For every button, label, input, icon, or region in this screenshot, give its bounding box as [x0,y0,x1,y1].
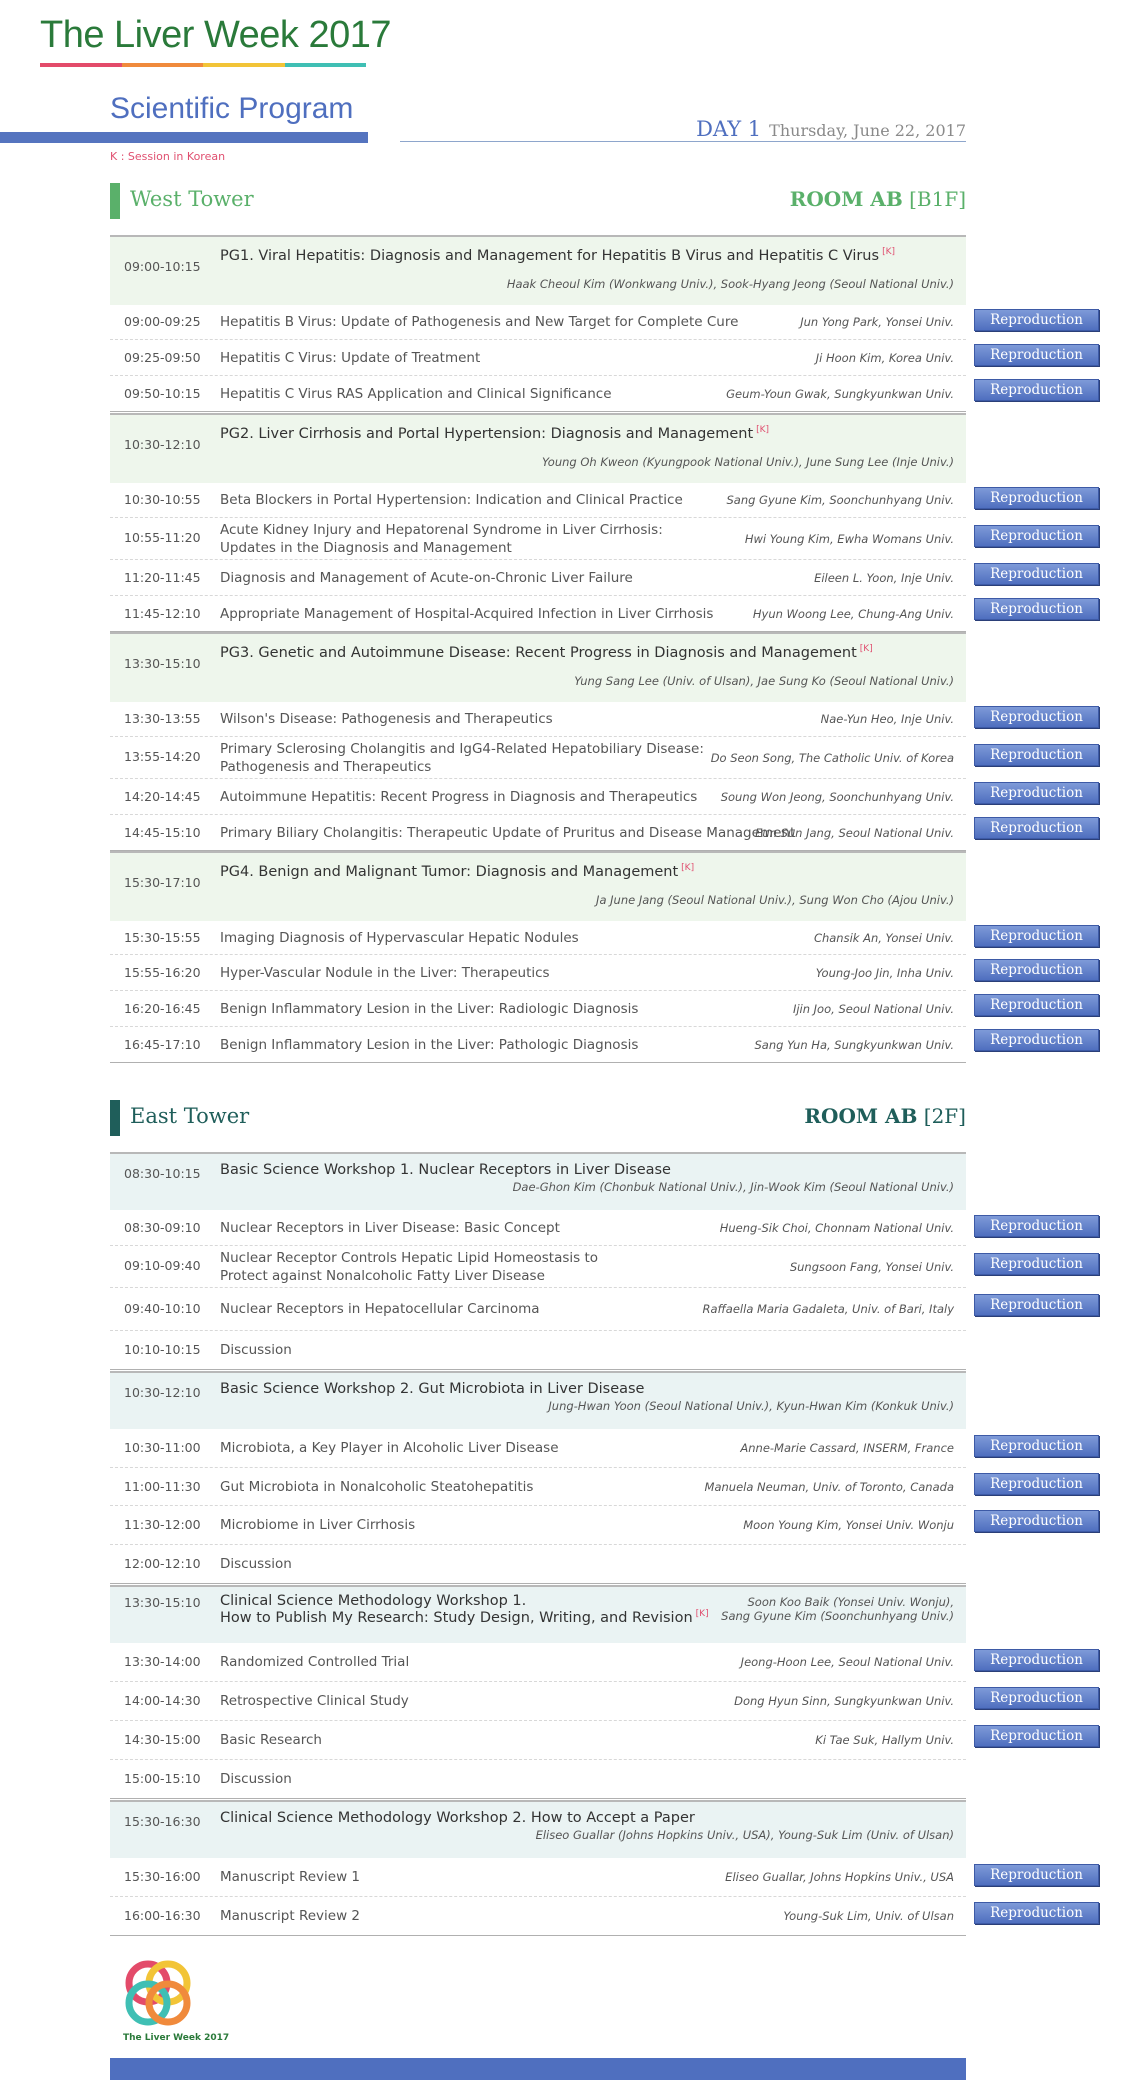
session-time: 10:30-12:10 [124,437,201,452]
reproduction-button[interactable]: Reproduction [974,1902,1099,1924]
talk-time: 09:10-09:40 [124,1258,201,1273]
korean-session-mark: [K] [756,425,770,435]
talk-title-text: Acute Kidney Injury and Hepatorenal Syndrome in Liver Cirrhosis: [220,522,663,538]
korean-session-mark: [K] [695,1609,709,1619]
session-title [220,863,694,880]
talk-title [220,964,550,982]
reproduction-button[interactable]: Reproduction [974,309,1099,331]
talk-row [110,1545,966,1584]
program-title: Scientific Program [110,92,354,125]
talk-title [220,605,713,623]
east-floor: [2F] [923,1104,966,1128]
session-chairs-text: Jung-Hwan Yoon (Seoul National Univ.), Kyun-Hwan Kim (Konkuk Univ.) [548,1399,954,1413]
session-chairs-line2: Sang Gyune Kim (Soonchunhyang Univ.) [721,1609,954,1623]
talk-time: 15:30-16:00 [124,1869,201,1884]
east-session [110,1800,966,1936]
talk-time: 12:00-12:10 [124,1556,201,1571]
talk-title [220,349,480,367]
session-title-text: Clinical Science Methodology Workshop 2. How to Accept a Paper [220,1810,695,1826]
talk-row [110,1210,966,1246]
reproduction-button[interactable]: Reproduction [974,994,1099,1016]
program-title-underline [0,132,368,143]
session-chairs-text: Yung Sang Lee (Univ. of Ulsan), Jae Sung Ko (Seoul National Univ.) [574,674,954,688]
talk-time: 14:00-14:30 [124,1693,201,1708]
talk-row [110,1682,966,1721]
talk-title-text: Appropriate Management of Hospital-Acquired Infection in Liver Cirrhosis [220,605,714,622]
talk-time: 15:30-15:55 [124,929,201,945]
east-tower-marker [110,1100,120,1136]
talk-title [220,929,579,947]
talk-time: 13:30-13:55 [124,711,201,726]
reproduction-button[interactable]: Reproduction [974,1253,1099,1275]
session-chairs-text: Haak Cheoul Kim (Wonkwang Univ.), Sook-Hyang Jeong (Seoul National Univ.) [506,277,954,291]
reproduction-button[interactable]: Reproduction [974,706,1099,728]
reproduction-button[interactable]: Reproduction [974,563,1099,585]
talk-title-text: Nuclear Receptors in Liver Disease: Basic Concept [220,1219,560,1236]
east-session [110,1152,966,1370]
talk-row [110,1643,966,1682]
talk-speaker: Moon Young Kim, Yonsei Univ. Wonju [743,1518,954,1532]
talk-row [110,1858,966,1897]
session-chairs-text: Dae-Ghon Kim (Chonbuk National Univ.), Jin-Wook Kim (Seoul National Univ.) [512,1180,954,1194]
talk-title [220,313,738,331]
talk-title-text: Retrospective Clinical Study [220,1693,409,1709]
talk-row [110,1721,966,1760]
session-chairs [574,674,954,688]
talk-title-text: Hepatitis C Virus RAS Application and Clinical Significance [220,385,612,402]
session-title-text: PG4. Benign and Malignant Tumor: Diagnosis and Management [220,863,679,880]
east-tower-name: East Tower [130,1104,250,1128]
talk-row [110,596,966,632]
session-header [110,632,966,702]
reproduction-button[interactable]: Reproduction [974,1649,1099,1671]
talk-row [110,737,966,779]
talk-time: 16:45-17:10 [124,1036,201,1052]
talk-title-text: Beta Blockers in Portal Hypertension: Indication and Clinical Practice [220,492,683,508]
session-chairs [542,455,954,469]
korean-session-mark: [K] [859,644,873,654]
talk-row [110,340,966,376]
session-header [110,235,966,305]
talk-row [110,518,966,560]
west-session [110,235,966,412]
session-header [110,1152,966,1210]
talk-speaker: Jun Yong Park, Yonsei Univ. [800,315,954,329]
liver-week-logo-icon [120,1955,196,2031]
talk-speaker: Ki Tae Suk, Hallym Univ. [815,1733,954,1747]
talk-title [220,1219,560,1237]
talk-row [110,1288,966,1331]
east-tower-header [110,1100,966,1136]
talk-time: 16:20-16:45 [124,1000,201,1016]
session-title [220,1162,671,1178]
talk-row [110,779,966,815]
reproduction-button[interactable]: Reproduction [974,1294,1099,1316]
west-room-label [790,187,966,211]
west-session [110,413,966,632]
west-session [110,851,966,1063]
talk-time: 09:25-09:50 [124,349,201,365]
talk-row [110,1506,966,1545]
session-chairs [536,1828,954,1842]
talk-speaker: Dong Hyun Sinn, Sungkyunkwan Univ. [734,1694,954,1708]
reproduction-button[interactable]: Reproduction [974,959,1099,981]
reproduction-button[interactable]: Reproduction [974,525,1099,547]
talk-title-line2: Protect against Nonalcoholic Fatty Liver Disease [220,1268,545,1284]
logo-caption: The Liver Week 2017 [123,2033,230,2043]
talk-title [220,1300,540,1318]
talk-time: 10:30-10:55 [124,492,201,507]
session-title [220,1593,709,1626]
talk-title-line2: Pathogenesis and Therapeutics [220,759,432,775]
talk-title-text: Manuscript Review 1 [220,1869,360,1885]
talk-time: 14:30-15:00 [124,1732,201,1747]
session-time: 15:30-17:10 [124,875,201,890]
talk-title-text: Imaging Diagnosis of Hypervascular Hepatic Nodules [220,929,579,946]
talk-title [220,1249,598,1285]
session-title-line2: How to Publish My Research: Study Design, Writing, and Revision [220,1609,693,1626]
talk-title-text: Basic Research [220,1732,322,1748]
talk-title [220,1036,638,1054]
talk-title-text: Hepatitis B Virus: Update of Pathogenesis and New Target for Complete Cure [220,314,739,330]
day-divider [400,141,966,142]
session-title-text: Basic Science Workshop 2. Gut Microbiota in Liver Disease [220,1381,645,1397]
session-chairs [721,1595,954,1623]
talk-title-text: Gut Microbiota in Nonalcoholic Steatohepatitis [220,1478,534,1495]
west-tower-header [110,183,966,219]
session-chairs [507,277,954,291]
talk-speaker: Do Seon Song, The Catholic Univ. of Korea [710,750,954,765]
talk-row [110,1468,966,1506]
event-title: The Liver Week 2017 [40,14,391,56]
east-session [110,1585,966,1799]
talk-speaker: Sang Gyune Kim, Soonchunhyang Univ. [726,493,954,507]
talk-speaker: Nae-Yun Heo, Inje Univ. [820,712,954,726]
session-title-text: Basic Science Workshop 1. Nuclear Receptors in Liver Disease [220,1162,671,1178]
session-time: 13:30-15:10 [124,1595,201,1610]
talk-row [110,1027,966,1063]
talk-row [110,483,966,518]
talk-speaker: Ji Hoon Kim, Korea Univ. [815,350,954,365]
talk-title-text: Wilson's Disease: Pathogenesis and Therapeutics [220,711,553,727]
reproduction-button[interactable]: Reproduction [974,1725,1099,1747]
talk-row [110,1331,966,1370]
talk-time: 13:30-14:00 [124,1654,201,1669]
session-time: 08:30-10:15 [124,1166,201,1181]
footer-bar [110,2058,966,2080]
reproduction-button[interactable]: Reproduction [974,1510,1099,1532]
talk-title [220,569,633,587]
talk-speaker: Ijin Joo, Seoul National Univ. [792,1001,954,1016]
talk-speaker: Sang Yun Ha, Sungkyunkwan Univ. [754,1037,954,1052]
reproduction-button[interactable]: Reproduction [974,1687,1099,1709]
talk-row [110,305,966,340]
talk-speaker: Eileen L. Yoon, Inje Univ. [814,570,954,585]
east-room-label [804,1104,966,1128]
talk-row [110,376,966,412]
reproduction-button[interactable]: Reproduction [974,817,1099,839]
talk-title-text: Discussion [220,1771,292,1787]
talk-title-text: Discussion [220,1342,292,1358]
talk-title-text: Discussion [220,1556,292,1572]
talk-title-text: Autoimmune Hepatitis: Recent Progress in Diagnosis and Therapeutics [220,788,698,805]
session-time: 10:30-12:10 [124,1385,201,1400]
talk-title [220,1516,415,1534]
talk-title [220,1653,409,1671]
talk-title-text: Diagnosis and Management of Acute-on-Chronic Liver Failure [220,569,633,586]
session-chairs-text: Ja June Jang (Seoul National Univ.), Sung Won Cho (Ajou Univ.) [596,893,954,907]
reproduction-button[interactable]: Reproduction [974,379,1099,401]
talk-time: 09:00-09:25 [124,314,201,329]
reproduction-button[interactable]: Reproduction [974,744,1099,766]
talk-speaker: Anne-Marie Cassard, INSERM, France [740,1441,954,1455]
session-header [110,1371,966,1429]
reproduction-button[interactable]: Reproduction [974,1435,1099,1457]
talk-row [110,815,966,851]
talk-time: 09:50-10:15 [124,385,201,401]
reproduction-button[interactable]: Reproduction [974,598,1099,620]
reproduction-button[interactable]: Reproduction [974,344,1099,366]
talk-row [110,1897,966,1936]
talk-row [110,921,966,955]
talk-time: 10:30-11:00 [124,1440,201,1455]
talk-time: 15:55-16:20 [124,964,201,980]
session-chairs-text: Young Oh Kweon (Kyungpook National Univ.), June Sung Lee (Inje Univ.) [542,455,954,469]
talk-time: 13:55-14:20 [124,749,201,764]
session-title [220,1810,695,1826]
talk-title [220,788,697,806]
talk-time: 16:00-16:30 [124,1908,201,1923]
day-label: DAY 1 [696,117,762,141]
talk-speaker: Geum-Youn Gwak, Sungkyunkwan Univ. [726,386,954,401]
talk-title [220,1439,559,1457]
talk-row [110,991,966,1027]
session-title-text: PG1. Viral Hepatitis: Diagnosis and Management for Hepatitis B Virus and Hepatitis C Virus [220,247,880,264]
session-time: 13:30-15:10 [124,656,201,671]
talk-title-text: Nuclear Receptor Controls Hepatic Lipid Homeostasis to [220,1250,599,1266]
talk-time: 14:20-14:45 [124,788,201,804]
talk-title-text: Benign Inflammatory Lesion in the Liver: Pathologic Diagnosis [220,1036,639,1053]
west-room: ROOM AB [789,187,903,211]
session-chairs [596,893,954,907]
talk-title [220,1341,292,1359]
talk-title [220,824,795,842]
talk-speaker: Hwi Young Kim, Ewha Womans Univ. [744,531,954,546]
talk-title [220,385,612,403]
talk-row [110,1760,966,1799]
talk-speaker: Raffaella Maria Gadaleta, Univ. of Bari, Italy [702,1302,954,1316]
session-chairs-text: Eliseo Guallar (Johns Hopkins Univ., USA), Young-Suk Lim (Univ. of Ulsan) [535,1828,954,1842]
west-floor: [B1F] [909,187,966,211]
talk-title [220,1555,292,1573]
east-session [110,1371,966,1584]
talk-row [110,1246,966,1288]
talk-title [220,710,553,728]
talk-speaker: Soung Won Jeong, Soonchunhyang Univ. [720,789,954,804]
talk-time: 08:30-09:10 [124,1219,201,1235]
talk-title-text: Manuscript Review 2 [220,1908,360,1924]
talk-time: 11:00-11:30 [124,1478,201,1494]
talk-title [220,491,683,509]
session-title [220,247,895,264]
talk-title-text: Nuclear Receptors in Hepatocellular Carcinoma [220,1301,540,1317]
talk-title-text: Microbiota, a Key Player in Alcoholic Liver Disease [220,1440,559,1456]
talk-title [220,1731,322,1749]
session-header [110,851,966,921]
session-title-text: Clinical Science Methodology Workshop 1. [220,1593,527,1609]
session-title [220,644,873,661]
day-date: Thursday, June 22, 2017 [769,121,966,140]
talk-speaker: Eliseo Guallar, Johns Hopkins Univ., USA [725,1870,954,1884]
session-title-text: PG2. Liver Cirrhosis and Portal Hypertension: Diagnosis and Management [220,425,754,442]
korean-session-note: K : Session in Korean [110,150,226,163]
brand-color-bar [40,63,366,67]
reproduction-button[interactable]: Reproduction [974,1473,1099,1495]
talk-row [110,560,966,596]
talk-title-text: Primary Biliary Cholangitis: Therapeutic Update of Pruritus and Disease Management [220,824,796,841]
talk-row [110,702,966,737]
session-chairs [548,1399,954,1413]
west-tower-marker [110,183,120,219]
reproduction-button[interactable]: Reproduction [974,925,1099,947]
talk-speaker: Manuela Neuman, Univ. of Toronto, Canada [704,1479,954,1494]
session-header [110,1800,966,1858]
talk-title-text: Hepatitis C Virus: Update of Treatment [220,349,481,366]
talk-time: 10:10-10:15 [124,1342,201,1357]
talk-speaker: Hyun Woong Lee, Chung-Ang Univ. [752,606,954,621]
talk-title-text: Randomized Controlled Trial [220,1654,410,1670]
west-session [110,632,966,851]
reproduction-button[interactable]: Reproduction [974,1864,1099,1886]
talk-title [220,740,704,776]
session-time: 09:00-10:15 [124,259,201,274]
talk-speaker: Sungsoon Fang, Yonsei Univ. [789,1259,954,1274]
talk-time: 09:40-10:10 [124,1301,201,1316]
korean-session-mark: [K] [681,863,695,873]
talk-title-line2: Updates in the Diagnosis and Management [220,540,512,556]
talk-title [220,1907,360,1925]
korean-session-mark: [K] [882,247,895,257]
talk-title [220,1868,360,1886]
reproduction-button[interactable]: Reproduction [974,782,1099,804]
talk-title [220,1692,409,1710]
talk-speaker: Hueng-Sik Choi, Chonnam National Univ. [719,1220,954,1235]
talk-time: 11:30-12:00 [124,1517,201,1532]
session-title [220,1381,644,1397]
east-room: ROOM AB [804,1104,918,1128]
session-header [110,1585,966,1643]
talk-row [110,955,966,991]
session-chairs [513,1180,954,1194]
talk-title [220,1000,638,1018]
session-header [110,413,966,483]
session-title-text: PG3. Genetic and Autoimmune Disease: Recent Progress in Diagnosis and Management [220,644,857,661]
west-tower-name: West Tower [130,187,254,211]
reproduction-button[interactable]: Reproduction [974,1029,1099,1051]
talk-speaker: Young-Suk Lim, Univ. of Ulsan [783,1909,954,1923]
day-heading [696,117,966,141]
talk-time: 10:55-11:20 [124,530,201,545]
talk-title-text: Benign Inflammatory Lesion in the Liver: Radiologic Diagnosis [220,1000,639,1017]
talk-title-text: Microbiome in Liver Cirrhosis [220,1517,416,1533]
session-title [220,425,769,442]
talk-speaker: Young-Joo Jin, Inha Univ. [815,965,954,980]
talk-title [220,1770,292,1788]
reproduction-button[interactable]: Reproduction [974,1215,1099,1237]
talk-speaker: Chansik An, Yonsei Univ. [813,930,954,945]
talk-title-text: Hyper-Vascular Nodule in the Liver: Therapeutics [220,964,550,981]
talk-time: 15:00-15:10 [124,1771,201,1786]
talk-speaker: Jeong-Hoon Lee, Seoul National Univ. [740,1655,954,1669]
talk-time: 14:45-15:10 [124,824,201,840]
session-chairs-text: Soon Koo Baik (Yonsei Univ. Wonju), [747,1595,954,1609]
reproduction-button[interactable]: Reproduction [974,487,1099,509]
talk-time: 11:20-11:45 [124,569,201,585]
talk-title [220,1478,533,1496]
talk-speaker: Eun Sun Jang, Seoul National Univ. [755,825,954,840]
talk-time: 11:45-12:10 [124,605,201,621]
session-time: 15:30-16:30 [124,1814,201,1829]
talk-row [110,1429,966,1468]
talk-title [220,521,663,557]
talk-title-text: Primary Sclerosing Cholangitis and IgG4-Related Hepatobiliary Disease: [220,741,704,757]
